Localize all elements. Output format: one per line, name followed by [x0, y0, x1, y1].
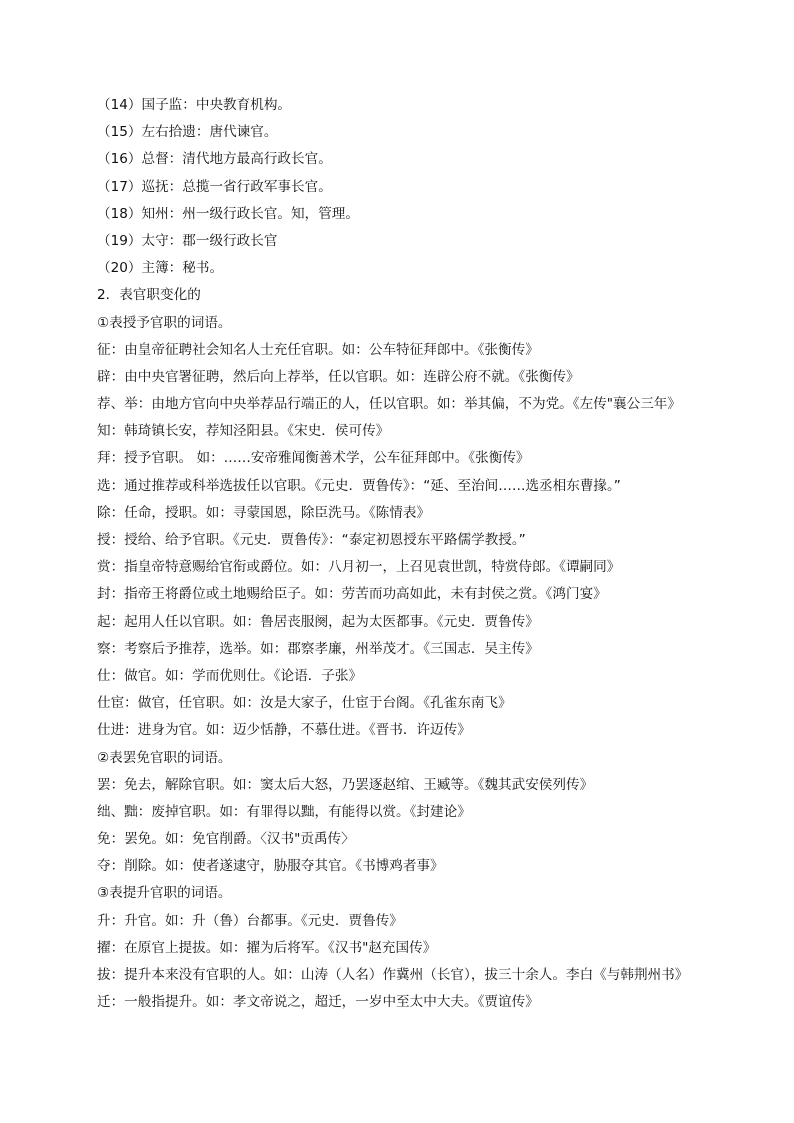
subsection-heading-promote: ③表提升官职的词语。 — [97, 885, 232, 902]
text-line-19: 封：指帝王将爵位或土地赐给臣子。如：劳苦而功高如此，未有封侯之赏。《鸿门宴》 — [97, 586, 607, 603]
text-line-12: 荐、举：由地方官向中央举荐品行端正的人，任以官职。如：举其偏，不为党。《左传"襄公三年》 — [97, 396, 681, 413]
text-line-23: 仕宦：做官，任官职。如：汝是大家子，仕宦于台阁。《孔雀东南飞》 — [97, 695, 512, 712]
text-line-18: 赏：指皇帝特意赐给官衔或爵位。如：八月初一，上召见袁世凯，特赏侍郎。《谭嗣同》 — [97, 559, 621, 576]
text-line-4: （17）巡抚：总揽一省行政军事长官。 — [97, 178, 332, 195]
text-line-22: 仕：做官。如：学而优则仕。《论语．子张》 — [97, 667, 363, 684]
text-line-26: 罢：免去，解除官职。如：窦太后大怒，乃罢逐赵绾、王臧等。《魏其武安侯列传》 — [97, 776, 594, 793]
text-line-3: （16）总督：清代地方最高行政长官。 — [97, 151, 332, 168]
text-line-16: 除：任命，授职。如：寻蒙国恩，除臣洗马。《陈情表》 — [97, 504, 431, 521]
text-line-17: 授：授给、给予官职。《元史．贾鲁传》：“泰定初恩授东平路儒学教授。” — [97, 532, 526, 548]
text-line-27: 绌、黜：废掉官职。如：有罪得以黜，有能得以赏。《封建论》 — [97, 803, 471, 820]
text-line-5: （18）知州：州一级行政长官。知，管理。 — [97, 205, 359, 222]
subsection-heading-dismiss: ②表罢免官职的词语。 — [97, 749, 232, 766]
text-line-33: 拔：提升本来没有官职的人。如：山涛（人名）作冀州（长官），拔三十余人。李白《与韩荆州书》 — [97, 967, 689, 983]
text-line-34: 迁：一般指提升。如：孝文帝说之，超迁，一岁中至太中大夫。《贾谊传》 — [97, 994, 539, 1011]
text-line-32: 擢：在原官上提拔。如：擢为后将军。《汉书"赵充国传》 — [97, 939, 437, 956]
text-line-24: 仕进：进身为官。如：迈少恬静，不慕仕进。《晋书．许迈传》 — [97, 722, 471, 739]
subsection-heading-appoint: ①表授予官职的词语。 — [97, 314, 232, 331]
text-line-6: （19）太守：郡一级行政长官 — [97, 232, 278, 249]
text-line-21: 察：考察后予推荐，选举。如：郡察孝廉，州举茂才。《三国志．吴主传》 — [97, 640, 539, 657]
text-line-13: 知：韩琦镇长安，荐知泾阳县。《宋史．侯可传》 — [97, 423, 390, 440]
document-body — [97, 92, 737, 1016]
text-line-20: 起：起用人任以官职。如：鲁居丧服阕，起为太医都事。《元史．贾鲁传》 — [97, 613, 539, 630]
text-line-1: （14）国子监：中央教育机构。 — [97, 97, 292, 113]
text-line-28: 免：罢免。如：免官削爵。〈汉书"贡禹传〉 — [97, 831, 355, 848]
text-line-29: 夺：削除。如：使者遂逮守，胁服夺其官。《书博鸡者事》 — [97, 858, 444, 875]
text-line-10: 征：由皇帝征聘社会知名人士充任官职。如：公车特征拜郎中。《张衡传》 — [97, 341, 539, 358]
text-line-14: 拜：授予官职。 如：……安帝雅闻衡善术学，公车征拜郎中。《张衡传》 — [97, 450, 530, 467]
text-line-31: 升：升官。如：升（鲁）台都事。《元史．贾鲁传》 — [97, 912, 403, 929]
text-line-7: （20）主簿：秘书。 — [97, 260, 224, 277]
text-line-15: 选：通过推荐或科举选拔任以官职。《元史．贾鲁传》：“延、至治间……选丞相东曹掾。” — [97, 477, 621, 494]
text-line-11: 辟：由中央官署征聘，然后向上荐举，任以官职。如：连辟公府不就。《张衡传》 — [97, 368, 580, 385]
section-heading: 2．表官职变化的 — [97, 287, 201, 304]
text-line-2: （15）左右拾遗：唐代谏官。 — [97, 124, 278, 141]
